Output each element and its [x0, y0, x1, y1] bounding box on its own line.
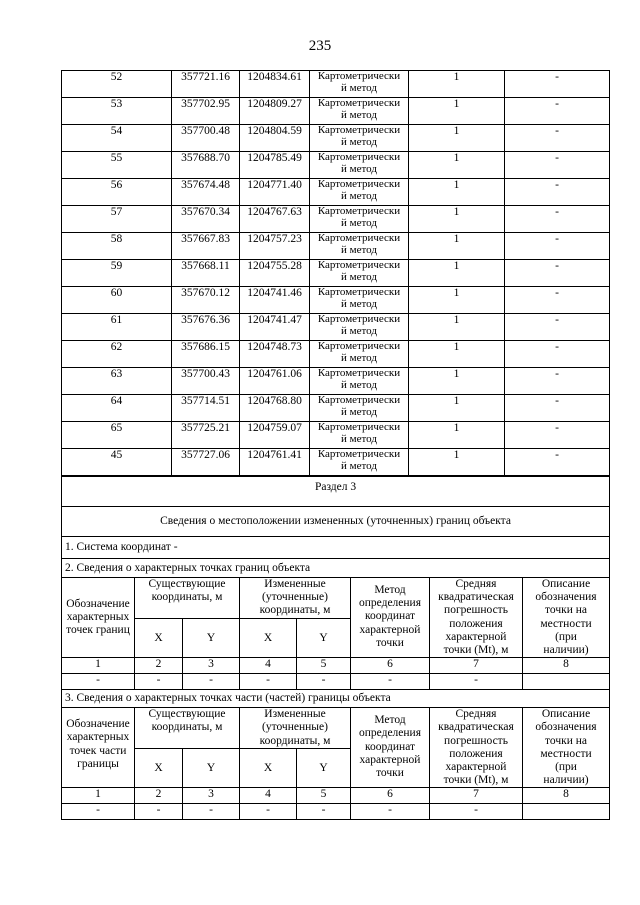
- point-accuracy: 1: [409, 260, 505, 287]
- point-method: Картометрически й метод: [310, 233, 409, 260]
- point-y: 1204768.80: [240, 395, 310, 422]
- point-n: 60: [62, 287, 172, 314]
- point-description: -: [505, 179, 610, 206]
- existing-x-header: X: [135, 619, 183, 658]
- point-x: 357668.11: [172, 260, 240, 287]
- point-method: Картометрически й метод: [310, 422, 409, 449]
- point-y: 1204759.07: [240, 422, 310, 449]
- point-description: -: [505, 152, 610, 179]
- empty-cell: -: [297, 804, 351, 820]
- point-y: 1204785.49: [240, 152, 310, 179]
- col-number: 2: [135, 658, 183, 674]
- point-row: [62, 368, 610, 395]
- point-x: 357686.15: [172, 341, 240, 368]
- point-accuracy: 1: [409, 71, 505, 98]
- point-y: 1204741.47: [240, 314, 310, 341]
- part-changed-y-header: Y: [297, 749, 351, 788]
- point-description: -: [505, 260, 610, 287]
- changed-coordinates-header: Измененные (уточненные) координаты, м: [240, 578, 351, 619]
- existing-y-header: Y: [183, 619, 240, 658]
- point-description: -: [505, 71, 610, 98]
- part-method-header: Метод определения координат характерной точки: [351, 708, 430, 788]
- point-row: [62, 341, 610, 368]
- point-accuracy: 1: [409, 287, 505, 314]
- section-3-table: [61, 476, 610, 820]
- point-x: 357721.16: [172, 71, 240, 98]
- point-x: 357670.34: [172, 206, 240, 233]
- designation-header: Обозначение характерных точек границ: [62, 578, 135, 658]
- col-number: 8: [523, 658, 610, 674]
- point-description: -: [505, 206, 610, 233]
- page-number: 235: [308, 38, 332, 54]
- empty-cell: -: [351, 804, 430, 820]
- point-n: 52: [62, 71, 172, 98]
- point-n: 53: [62, 98, 172, 125]
- point-method: Картометрически й метод: [310, 341, 409, 368]
- point-n: 62: [62, 341, 172, 368]
- boundary-points-body: [62, 71, 610, 476]
- empty-cell: -: [183, 804, 240, 820]
- point-accuracy: 1: [409, 206, 505, 233]
- point-description: -: [505, 422, 610, 449]
- part-column-numbers-row: [62, 788, 610, 804]
- point-y: 1204741.46: [240, 287, 310, 314]
- point-accuracy: 1: [409, 233, 505, 260]
- col-number: 8: [523, 788, 610, 804]
- col-number: 6: [351, 658, 430, 674]
- point-description: -: [505, 314, 610, 341]
- col-number: 3: [183, 658, 240, 674]
- existing-coordinates-header: Существующие координаты, м: [135, 578, 240, 619]
- description-header: Описание обозначения точки на местности (при наличии): [523, 578, 610, 658]
- changed-y-header: Y: [297, 619, 351, 658]
- point-n: 63: [62, 368, 172, 395]
- empty-cell: -: [135, 674, 183, 690]
- point-row: [62, 206, 610, 233]
- point-x: 357667.83: [172, 233, 240, 260]
- coordinate-system: 1. Система координат -: [62, 537, 610, 559]
- changed-x-header: X: [240, 619, 297, 658]
- point-n: 58: [62, 233, 172, 260]
- empty-cell: [523, 674, 610, 690]
- col-number: 7: [430, 788, 523, 804]
- point-x: 357725.21: [172, 422, 240, 449]
- point-n: 61: [62, 314, 172, 341]
- empty-cell: -: [62, 804, 135, 820]
- point-method: Картометрически й метод: [310, 287, 409, 314]
- point-x: 357688.70: [172, 152, 240, 179]
- point-row: [62, 71, 610, 98]
- col-number: 1: [62, 658, 135, 674]
- point-accuracy: 1: [409, 449, 505, 476]
- point-description: -: [505, 287, 610, 314]
- point-description: -: [505, 341, 610, 368]
- col-number: 5: [297, 788, 351, 804]
- point-x: 357702.95: [172, 98, 240, 125]
- point-row: [62, 260, 610, 287]
- point-row: [62, 449, 610, 476]
- point-accuracy: 1: [409, 152, 505, 179]
- part-existing-coordinates-header: Существующие координаты, м: [135, 708, 240, 749]
- point-method: Картометрически й метод: [310, 206, 409, 233]
- column-numbers-row: [62, 658, 610, 674]
- section-subtitle: Сведения о местоположении измененных (уточненных) границ объекта: [62, 507, 610, 537]
- point-n: 59: [62, 260, 172, 287]
- empty-cell: -: [240, 674, 297, 690]
- point-row: [62, 422, 610, 449]
- point-y: 1204748.73: [240, 341, 310, 368]
- point-row: [62, 98, 610, 125]
- part-designation-header: Обозначение характерных точек части границы: [62, 708, 135, 788]
- col-number: 5: [297, 658, 351, 674]
- point-method: Картометрически й метод: [310, 152, 409, 179]
- block-2-title: 2. Сведения о характерных точках границ объекта: [62, 559, 610, 578]
- empty-cell: -: [351, 674, 430, 690]
- point-accuracy: 1: [409, 314, 505, 341]
- point-n: 64: [62, 395, 172, 422]
- part-changed-x-header: X: [240, 749, 297, 788]
- col-number: 4: [240, 658, 297, 674]
- method-header: Метод определения координат характерной точки: [351, 578, 430, 658]
- point-method: Картометрически й метод: [310, 449, 409, 476]
- point-description: -: [505, 98, 610, 125]
- point-method: Картометрически й метод: [310, 260, 409, 287]
- col-number: 7: [430, 658, 523, 674]
- point-accuracy: 1: [409, 341, 505, 368]
- point-row: [62, 152, 610, 179]
- point-y: 1204804.59: [240, 125, 310, 152]
- point-row: [62, 314, 610, 341]
- part-description-header: Описание обозначения точки на местности (при наличии): [523, 708, 610, 788]
- point-y: 1204809.27: [240, 98, 310, 125]
- point-y: 1204761.06: [240, 368, 310, 395]
- point-y: 1204767.63: [240, 206, 310, 233]
- point-accuracy: 1: [409, 179, 505, 206]
- point-x: 357670.12: [172, 287, 240, 314]
- point-method: Картометрически й метод: [310, 368, 409, 395]
- point-description: -: [505, 233, 610, 260]
- col-number: 2: [135, 788, 183, 804]
- point-y: 1204757.23: [240, 233, 310, 260]
- point-accuracy: 1: [409, 368, 505, 395]
- block-3-title: 3. Сведения о характерных точках части (частей) границы объекта: [62, 690, 610, 708]
- empty-cell: -: [240, 804, 297, 820]
- empty-data-row: [62, 674, 610, 690]
- empty-cell: -: [135, 804, 183, 820]
- point-x: 357700.43: [172, 368, 240, 395]
- point-x: 357700.48: [172, 125, 240, 152]
- accuracy-header: Средняя квадратическая погрешность положения характерной точки (Mt), м: [430, 578, 523, 658]
- point-description: -: [505, 125, 610, 152]
- section-title: Раздел 3: [62, 477, 610, 507]
- point-method: Картометрически й метод: [310, 98, 409, 125]
- boundary-points-table: [61, 70, 610, 476]
- point-method: Картометрически й метод: [310, 314, 409, 341]
- point-y: 1204834.61: [240, 71, 310, 98]
- point-accuracy: 1: [409, 395, 505, 422]
- empty-cell: -: [430, 804, 523, 820]
- part-accuracy-header: Средняя квадратическая погрешность положения характерной точки (Mt), м: [430, 708, 523, 788]
- point-row: [62, 179, 610, 206]
- part-existing-y-header: Y: [183, 749, 240, 788]
- col-number: 6: [351, 788, 430, 804]
- point-row: [62, 233, 610, 260]
- point-method: Картометрически й метод: [310, 125, 409, 152]
- col-number: 1: [62, 788, 135, 804]
- point-y: 1204771.40: [240, 179, 310, 206]
- point-method: Картометрически й метод: [310, 71, 409, 98]
- point-x: 357674.48: [172, 179, 240, 206]
- point-n: 45: [62, 449, 172, 476]
- empty-cell: [523, 804, 610, 820]
- part-empty-data-row: [62, 804, 610, 820]
- point-n: 55: [62, 152, 172, 179]
- point-description: -: [505, 395, 610, 422]
- point-row: [62, 395, 610, 422]
- point-x: 357714.51: [172, 395, 240, 422]
- empty-cell: -: [62, 674, 135, 690]
- empty-cell: -: [297, 674, 351, 690]
- part-changed-coordinates-header: Измененные (уточненные) координаты, м: [240, 708, 351, 749]
- col-number: 4: [240, 788, 297, 804]
- point-description: -: [505, 449, 610, 476]
- point-x: 357676.36: [172, 314, 240, 341]
- point-method: Картометрически й метод: [310, 395, 409, 422]
- point-x: 357727.06: [172, 449, 240, 476]
- point-accuracy: 1: [409, 422, 505, 449]
- col-number: 3: [183, 788, 240, 804]
- point-row: [62, 125, 610, 152]
- point-n: 65: [62, 422, 172, 449]
- empty-cell: -: [183, 674, 240, 690]
- point-accuracy: 1: [409, 98, 505, 125]
- point-y: 1204755.28: [240, 260, 310, 287]
- point-y: 1204761.41: [240, 449, 310, 476]
- point-n: 57: [62, 206, 172, 233]
- point-n: 56: [62, 179, 172, 206]
- point-n: 54: [62, 125, 172, 152]
- point-row: [62, 287, 610, 314]
- part-existing-x-header: X: [135, 749, 183, 788]
- empty-cell: -: [430, 674, 523, 690]
- point-accuracy: 1: [409, 125, 505, 152]
- point-method: Картометрически й метод: [310, 179, 409, 206]
- point-description: -: [505, 368, 610, 395]
